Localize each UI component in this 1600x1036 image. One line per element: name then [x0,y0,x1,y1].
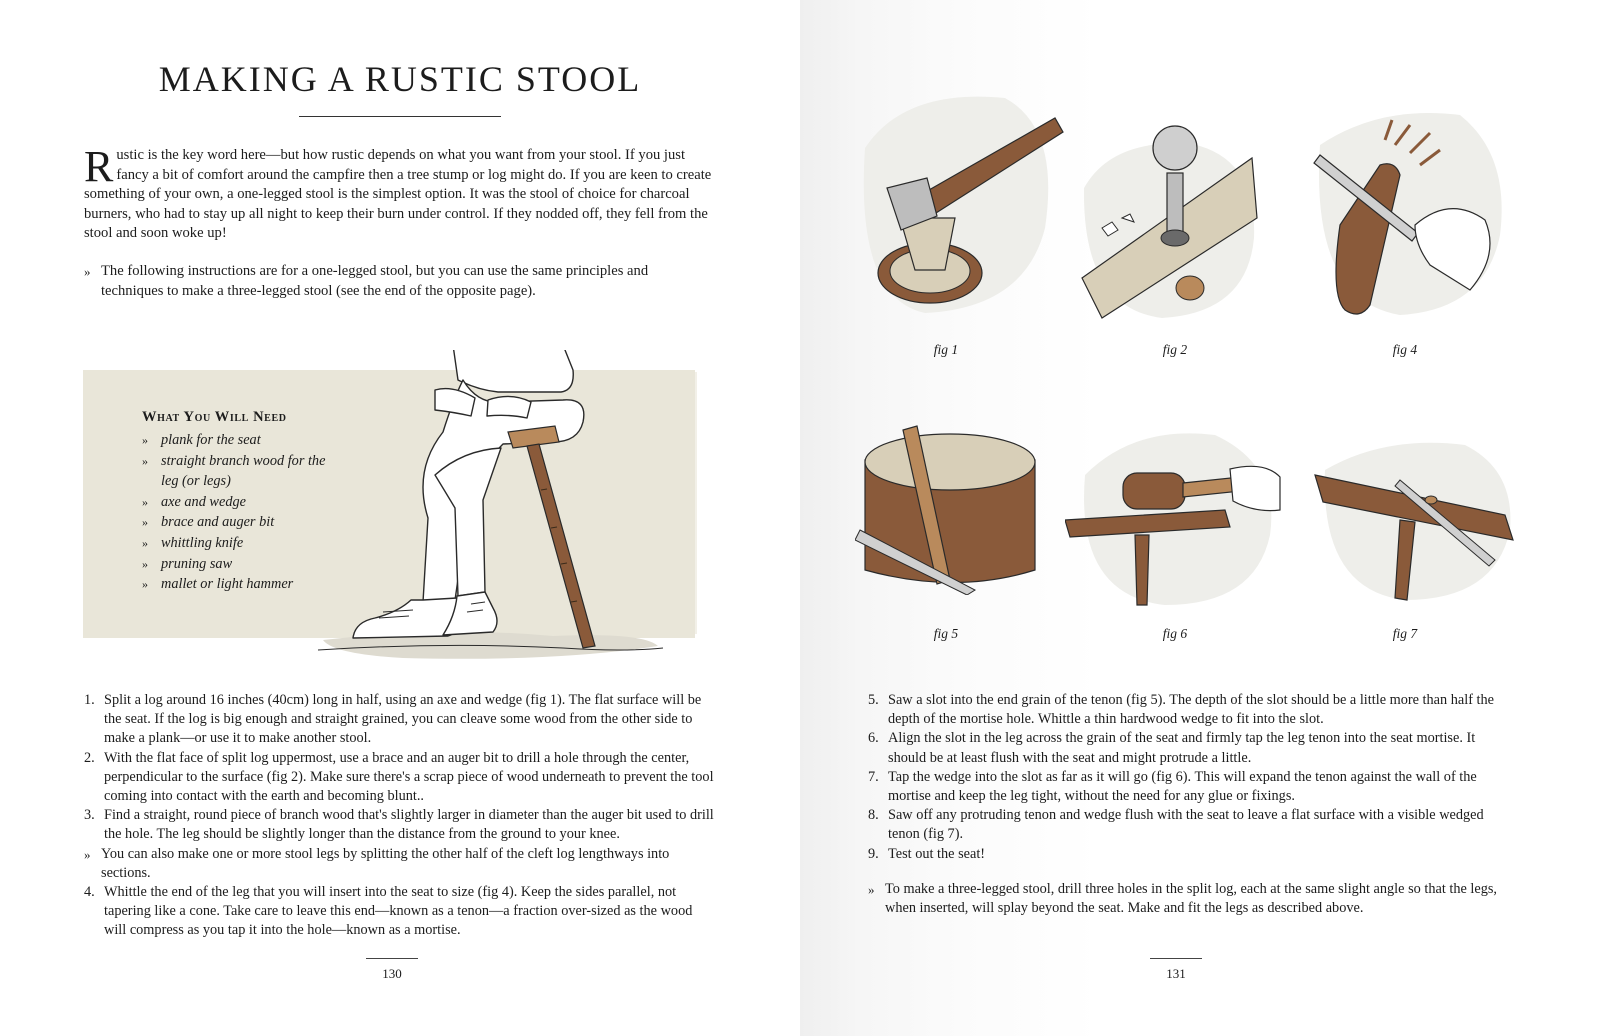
step-text: Align the slot in the leg across the grain of the seat and firmly tap the leg tenon into the seat mortise. It should be at least flush with the seat and might protrude a little. [888,730,1476,766]
bullet-glyph: » [142,515,148,530]
needs-item-text: mallet or light hammer [161,576,294,593]
needs-item-text: straight branch wood for the leg (or legs) [161,452,326,490]
fig4-whittling-icon [1300,105,1510,325]
needs-item [142,492,336,513]
fig5-saw-icon [855,420,1055,595]
needs-item [142,533,336,554]
bullet-glyph: » [142,453,148,468]
step-item [84,806,714,844]
page-number-right: 131 [1166,966,1186,981]
steps-list-left [84,691,714,941]
step-number: 4. [84,884,95,901]
bullet-glyph: » [142,535,148,550]
page-number-left: 130 [382,966,402,981]
fig6-caption: fig 6 [1162,626,1188,641]
fig1-caption: fig 1 [933,342,959,357]
fig6-mallet-icon [1065,425,1285,610]
step-number: » [84,846,91,862]
needs-item [142,451,336,492]
fig2-auger-icon [1072,118,1262,323]
fig4-caption: fig 4 [1392,342,1418,357]
step-text: Split a log around 16 inches (40cm) long in half, using an axe and wedge (fig 1). The flat surface will be the seat. If the log is big enough and straight grained, you can cleave some wood from the other side to make a plank—or use it to make another stool. [104,692,702,747]
bullet-glyph: » [142,433,148,447]
step-item [84,691,714,749]
step-text: Saw a slot into the end grain of the tenon (fig 5). The depth of the slot should be a little more than half the depth of the mortise hole. Whittle a thin hardwood wedge to fit into the slot. [888,692,1495,728]
step-item [84,845,714,883]
note-text: To make a three-legged stool, drill three holes in the split log, each at the same slight angle so that the legs, when inserted, will splay beyond the seat. Make and fit the legs as described above. [885,881,1498,917]
step-text: Saw off any protruding tenon and wedge flush with the seat to leave a flat surface with a visible wedged tenon (fig 7). [888,807,1484,843]
note-text: The following instructions are for a one-legged stool, but you can use the same principles and techniques to make a three-legged stool (see the end of the opposite page). [101,263,649,299]
step-item [868,845,1508,864]
step-item [868,729,1508,767]
three-legged-note [84,262,704,301]
step-number: 5. [868,692,879,708]
fig7-flush-saw-icon [1305,440,1520,605]
needs-list [142,430,336,595]
fig5-caption: fig 5 [933,626,959,641]
folio-rule-left [366,958,418,959]
needs-item [142,554,336,575]
step-number: 9. [868,845,879,862]
step-number: 3. [84,807,95,824]
step-number: 1. [84,692,95,708]
step-number: 6. [868,730,879,747]
bullet-glyph: » [142,556,148,571]
steps-list-right [868,691,1508,864]
needs-item-text: brace and auger bit [161,514,275,531]
intro-paragraph [84,142,714,244]
three-legged-instructions [868,880,1508,918]
needs-item-text: pruning saw [161,555,233,572]
step-item [868,691,1508,729]
step-item [84,749,714,807]
step-text: Tap the wedge into the slot as far as it will go (fig 6). This will expand the tenon against the wall of the mortise and keep the leg tight, without the need for any glue or fixings. [888,768,1477,805]
folio-rule-right [1150,958,1202,959]
step-number: 2. [84,749,95,766]
bullet-glyph: » [868,882,875,897]
bullet-glyph: » [84,264,91,279]
needs-item [142,430,336,451]
drop-cap: R [84,142,114,191]
step-text: You can also make one or more stool legs by splitting the other half of the cleft log lengthways into sections. [101,845,670,881]
needs-item-text: whittling knife [161,534,244,551]
fig2-caption: fig 2 [1162,342,1188,357]
step-text: Find a straight, round piece of branch wood that's slightly larger in diameter than the auger bit used to drill the hole. The leg should be slightly longer than the distance from the ground to your knee. [104,807,714,843]
bullet-glyph: » [142,494,148,509]
page-title: MAKING A RUSTIC STOOL [158,59,642,99]
fig1-axe-icon [845,88,1065,328]
step-text: Whittle the end of the leg that you will insert into the seat to size (fig 4). Keep the sides parallel, not tapering like a cone. Take care to leave this end—known as a tenon—a fraction over-sized as the wood will compress as you tap it into the hole—known as a mortise. [104,884,693,939]
step-text: With the flat face of split log uppermost, use a brace and an auger bit to drill a hole through the center, perpendicular to the surface (fig 2). Make sure there's a scrap piece of wood underneath to prevent the tool coming into contact with the earth and becoming blunt.. [104,749,714,805]
step-item [868,768,1508,806]
step-item [868,806,1508,844]
bullet-glyph: » [142,577,148,592]
step-text: Test out the seat! [888,845,986,862]
step-number: 8. [868,807,879,824]
title-rule [299,116,501,117]
needs-heading: What You Will Need [142,409,287,425]
needs-item [142,512,336,533]
needs-item [142,574,336,595]
step-item [84,883,714,941]
needs-item-text: axe and wedge [161,493,246,510]
intro-text: ustic is the key word here—but how rustic depends on what you want from your stool. If you just fancy a bit of comfort around the campfire then a tree stump or log might do. If you are keen to create something of your own, a one-legged stool is the simplest option. It was the stool of choice for charcoal burners, who had to stay up all night to keep their burn under control. If they nodded off, they fell from the stool and soon woke up! [84,147,712,242]
needs-item-text: plank for the seat [161,432,261,448]
fig7-caption: fig 7 [1392,626,1418,641]
step-number: 7. [868,768,879,785]
